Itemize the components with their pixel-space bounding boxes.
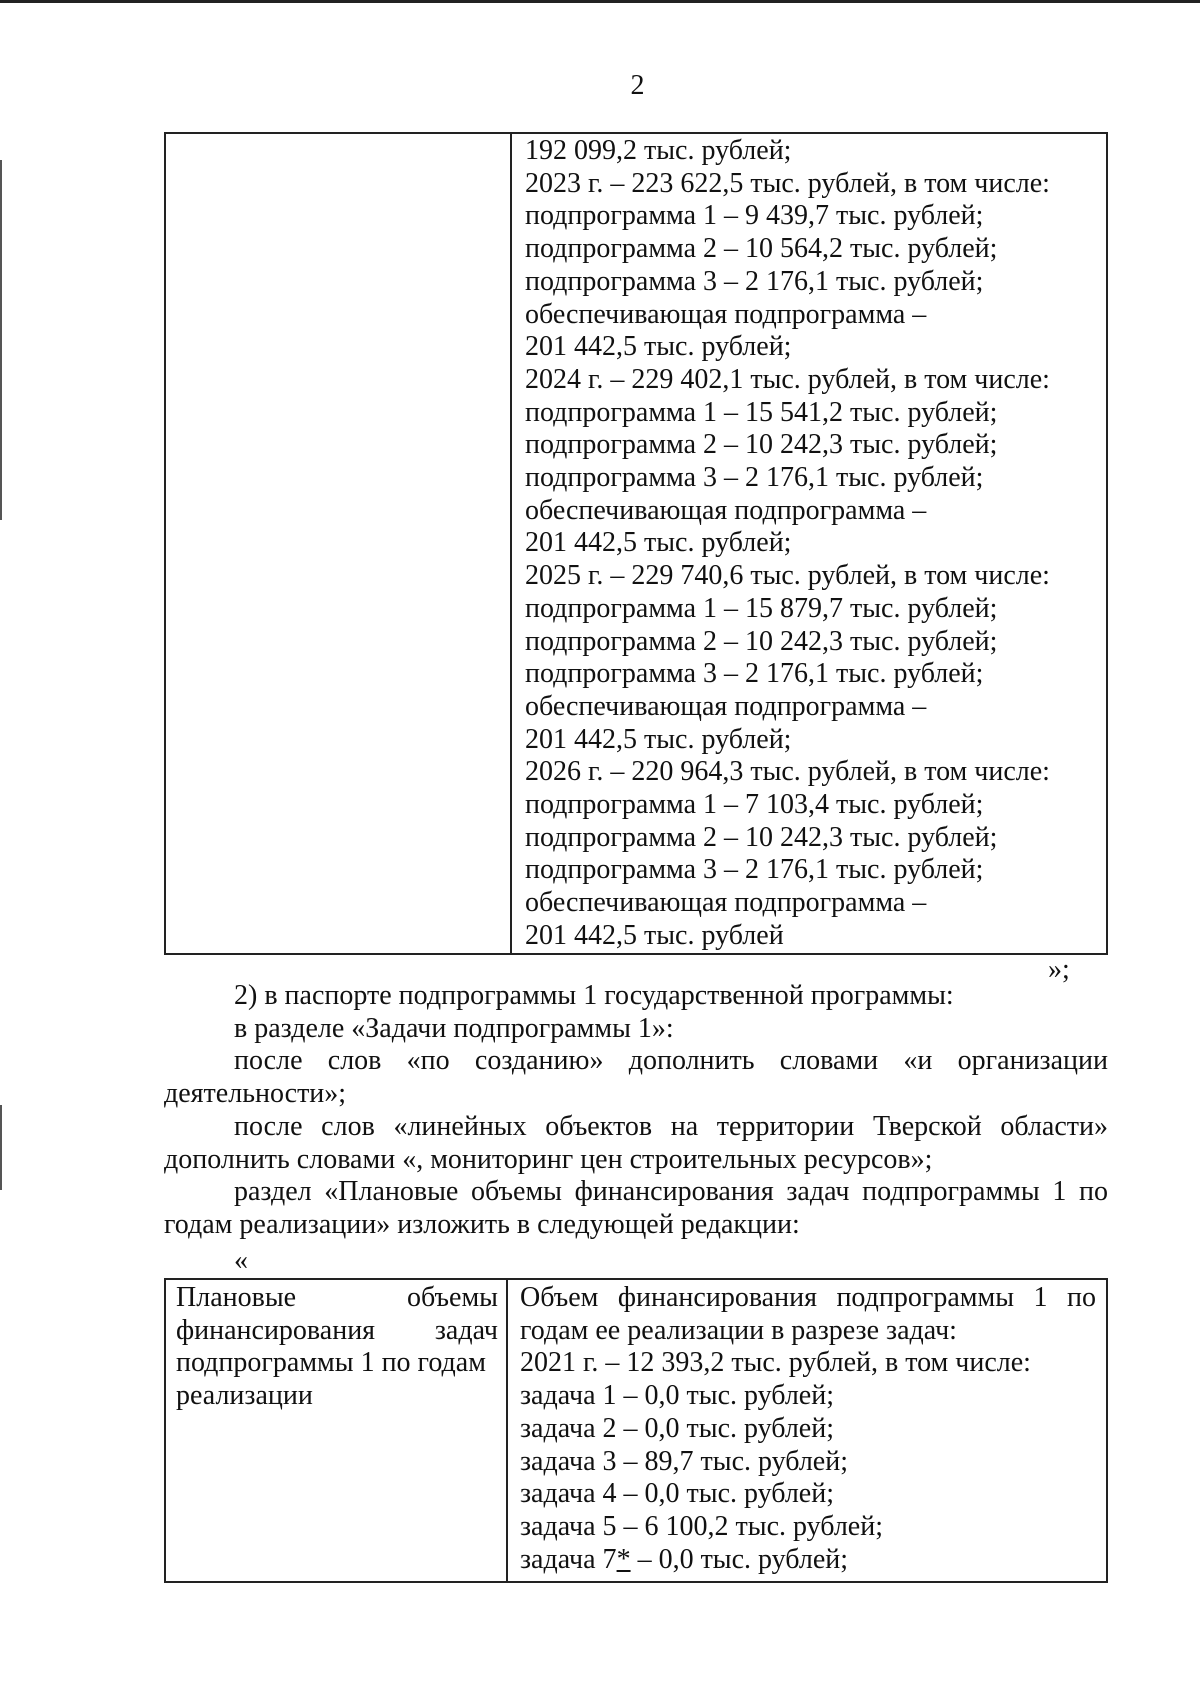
table1-line: 201 442,5 тыс. рублей; <box>525 723 792 755</box>
paragraph-subprogram-passport: 2) в паспорте подпрограммы 1 государственной программы: <box>234 980 954 1011</box>
table1-line: 2024 г. – 229 402,1 тыс. рублей, в том числе: <box>525 363 1050 395</box>
table2-left-line: реализации <box>176 1380 313 1412</box>
table1-line: обеспечивающая подпрограмма – <box>525 690 927 722</box>
table1-line: подпрограмма 1 – 9 439,7 тыс. рублей; <box>525 200 984 232</box>
financing-table-continuation <box>164 132 1108 955</box>
table2-right-line: 2021 г. – 12 393,2 тыс. рублей, в том числе: <box>520 1347 1031 1379</box>
table2-right-line: задача 3 – 89,7 тыс. рублей; <box>520 1445 849 1477</box>
table2-right-cell <box>507 1279 1107 1582</box>
table1-line: 2026 г. – 220 964,3 тыс. рублей, в том числе: <box>525 756 1050 788</box>
table2-left-cell <box>165 1279 507 1582</box>
amendment-text <box>164 980 1108 1242</box>
table1-line: подпрограмма 1 – 15 879,7 тыс. рублей; <box>525 592 998 624</box>
table2-right-line: задача 1 – 0,0 тыс. рублей; <box>520 1380 835 1412</box>
task7-footnote-mark: * <box>616 1543 631 1575</box>
table1-line: обеспечивающая подпрограмма – <box>525 494 927 526</box>
planned-financing-table <box>164 1278 1108 1583</box>
page-number: 2 <box>630 70 645 101</box>
paragraph-add-monitoring: после слов «линейных объектов на территории Тверской области» дополнить словами «, мониторинг цен строительных ресурсов»; <box>164 1110 1108 1175</box>
table1-line: подпрограмма 3 – 2 176,1 тыс. рублей; <box>525 658 984 690</box>
table1-line: подпрограмма 3 – 2 176,1 тыс. рублей; <box>525 854 984 886</box>
table1-line: подпрограмма 2 – 10 242,3 тыс. рублей; <box>525 429 998 461</box>
table2-right-line: задача 2 – 0,0 тыс. рублей; <box>520 1412 835 1444</box>
table1-line: подпрограмма 2 – 10 242,3 тыс. рублей; <box>525 625 998 657</box>
table1-left-cell <box>165 133 511 954</box>
paragraph-tasks-section: в разделе «Задачи подпрограммы 1»: <box>234 1012 674 1044</box>
scan-top-border <box>0 0 1200 3</box>
table2-left-line: Плановые объемы <box>176 1282 498 1313</box>
table1-line: обеспечивающая подпрограмма – <box>525 887 927 919</box>
table2-right-line: задача 4 – 0,0 тыс. рублей; <box>520 1478 835 1510</box>
table1-line: обеспечивающая подпрограмма – <box>525 298 927 330</box>
table1-line: подпрограмма 1 – 15 541,2 тыс. рублей; <box>525 396 998 428</box>
table1-line: подпрограмма 3 – 2 176,1 тыс. рублей; <box>525 462 984 494</box>
table1-line: подпрограмма 2 – 10 564,2 тыс. рублей; <box>525 233 998 265</box>
table2-left-line: финансирования задач <box>176 1314 498 1346</box>
table1-line: подпрограмма 2 – 10 242,3 тыс. рублей; <box>525 821 998 853</box>
table1-line: подпрограмма 1 – 7 103,4 тыс. рублей; <box>525 789 984 821</box>
table1-line: 201 442,5 тыс. рублей; <box>525 331 792 363</box>
table1-right-cell <box>511 133 1107 954</box>
table2-right-line: задача 5 – 6 100,2 тыс. рублей; <box>520 1510 884 1542</box>
scan-edge-mark <box>0 1105 2 1190</box>
table2-right-line: годам ее реализации в разрезе задач: <box>520 1314 957 1346</box>
opening-quote: « <box>234 1245 248 1276</box>
table1-line: подпрограмма 3 – 2 176,1 тыс. рублей; <box>525 265 984 297</box>
scan-edge-mark <box>0 160 2 520</box>
table2-right-line: Объем финансирования подпрограммы 1 по <box>520 1282 1096 1313</box>
paragraph-new-edition: раздел «Плановые объемы финансирования задач подпрограммы 1 по годам реализации» изложить в следующей редакции: <box>164 1176 1108 1240</box>
table1-line: 2025 г. – 229 740,6 тыс. рублей, в том числе: <box>525 560 1050 592</box>
table1-line: 192 099,2 тыс. рублей; <box>525 135 792 166</box>
task7-prefix: задача 7 <box>520 1543 617 1575</box>
table2-left-line: подпрограммы 1 по годам <box>176 1347 486 1379</box>
table1-line: 201 442,5 тыс. рублей <box>525 919 784 951</box>
paragraph-add-organization: после слов «по созданию» дополнить словами «и организации деятельности»; <box>164 1045 1108 1110</box>
table2-right-line-last <box>520 1544 1096 1577</box>
closing-quote: »; <box>1048 954 1070 985</box>
table1-line: 201 442,5 тыс. рублей; <box>525 527 792 559</box>
table1-line: 2023 г. – 223 622,5 тыс. рублей, в том числе: <box>525 167 1050 199</box>
task7-suffix: – 0,0 тыс. рублей; <box>630 1543 849 1575</box>
